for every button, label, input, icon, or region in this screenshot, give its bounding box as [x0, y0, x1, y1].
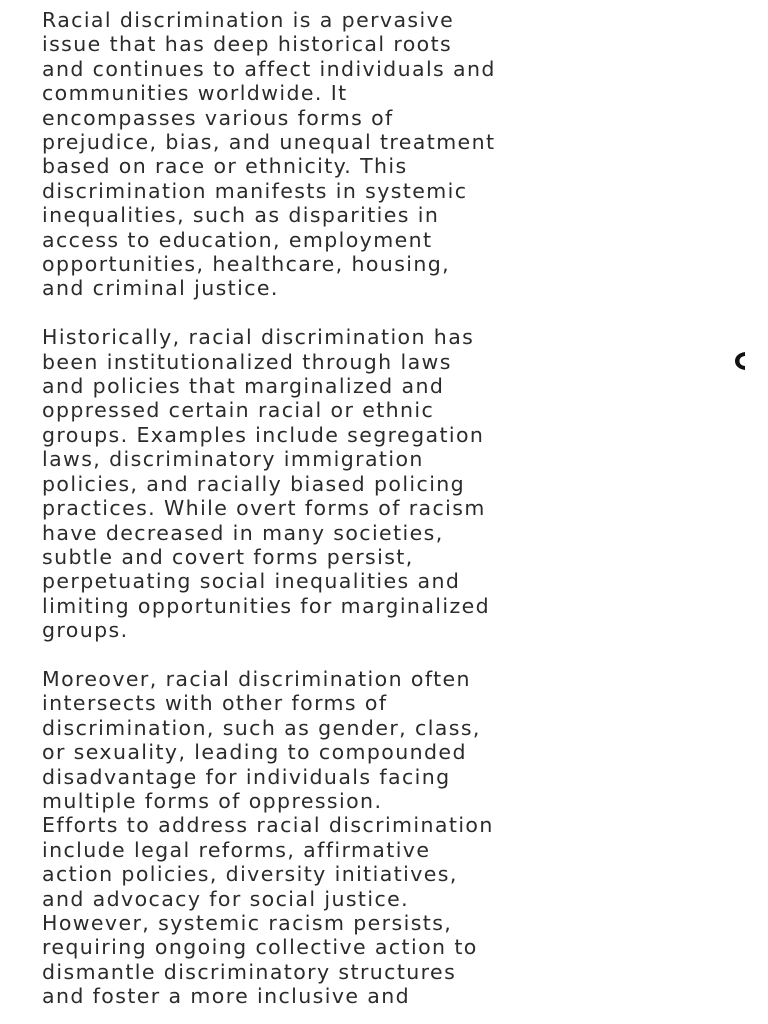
text-line: Efforts to address racial discrimination — [42, 813, 494, 838]
text-line: groups. — [42, 618, 129, 643]
text-line: inequalities, such as disparities in — [42, 203, 440, 228]
text-line: dismantle discriminatory structures — [42, 959, 457, 984]
text-line: Moreover, racial discrimination often — [42, 666, 471, 691]
text-line: Racial discrimination is a pervasive — [42, 8, 455, 32]
text-line: have decreased in many societies, — [42, 520, 444, 545]
text-line: laws, discriminatory immigration — [42, 447, 424, 472]
text-line: access to education, employment — [42, 227, 433, 252]
text-line: groups. Examples include segregation — [42, 422, 485, 447]
text-line: limiting opportunities for marginalized — [42, 593, 491, 618]
article-text — [42, 8, 742, 1009]
paragraph-1 — [42, 8, 742, 301]
text-line: or sexuality, leading to compounded — [42, 740, 467, 765]
pointer-cursor-icon — [733, 350, 747, 372]
text-line: communities worldwide. It — [42, 81, 348, 106]
text-line: prejudice, bias, and unequal treatment — [42, 130, 496, 155]
text-line: opportunities, healthcare, housing, — [42, 252, 451, 277]
text-line: and criminal justice. — [42, 276, 279, 301]
text-line: policies, and racially biased policing — [42, 471, 466, 496]
text-line: subtle and covert forms persist, — [42, 544, 414, 569]
text-line: intersects with other forms of — [42, 691, 388, 716]
text-line: and continues to affect individuals and — [42, 56, 496, 81]
text-line: discrimination manifests in systemic — [42, 178, 468, 203]
text-line: disadvantage for individuals facing — [42, 764, 451, 789]
paragraph-2 — [42, 325, 742, 642]
text-line: include legal reforms, affirmative — [42, 837, 431, 862]
text-line: based on race or ethnicity. This — [42, 154, 408, 179]
text-line: encompasses various forms of — [42, 105, 394, 130]
text-line: and foster a more inclusive and — [42, 984, 411, 1009]
text-line: and policies that marginalized and — [42, 374, 445, 399]
text-line: issue that has deep historical roots — [42, 32, 453, 57]
text-line: been institutionalized through laws — [42, 349, 452, 374]
paragraph-3 — [42, 667, 742, 1009]
text-line: discrimination, such as gender, class, — [42, 715, 481, 740]
text-line: perpetuating social inequalities and — [42, 569, 461, 594]
text-line: action policies, diversity initiatives, — [42, 862, 458, 887]
text-line: multiple forms of oppression. — [42, 788, 383, 813]
text-line: and advocacy for social justice. — [42, 886, 410, 911]
text-line: Historically, racial discrimination has — [42, 325, 475, 350]
paragraph-spacer — [42, 301, 742, 325]
text-line: requiring ongoing collective action to — [42, 935, 478, 960]
paragraph-spacer — [42, 643, 742, 667]
text-line: oppressed certain racial or ethnic — [42, 398, 435, 423]
text-line: However, systemic racism persists, — [42, 911, 453, 935]
text-line: practices. While overt forms of racism — [42, 496, 486, 521]
